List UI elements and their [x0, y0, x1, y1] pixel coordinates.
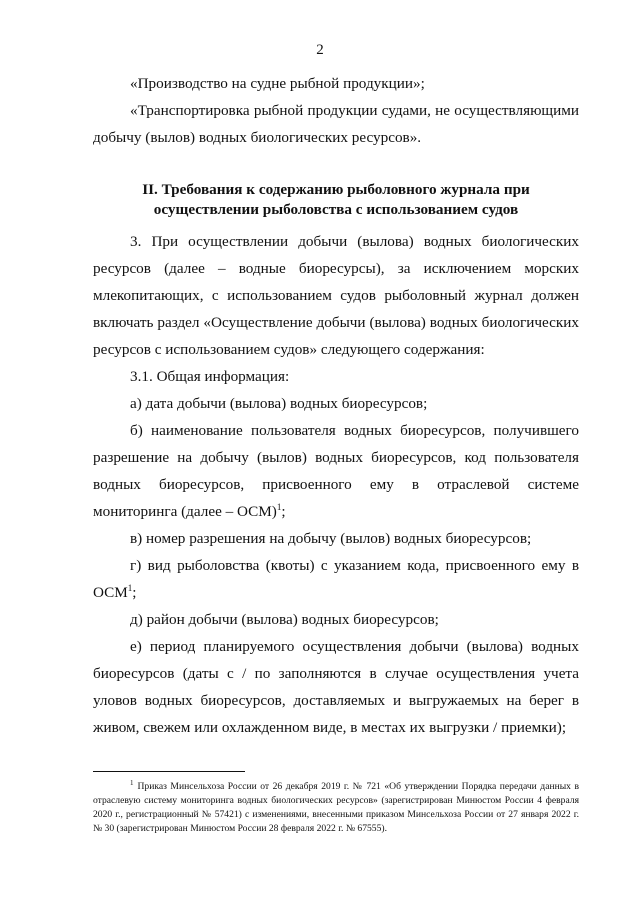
paragraph-3-1: 3.1. Общая информация: — [130, 368, 290, 385]
footnote-mark: 1 — [130, 778, 134, 787]
item-g-footnote-mark: 1 — [127, 582, 133, 593]
section-heading — [93, 180, 579, 220]
intro-line-production: «Производство на судне рыбной продукции»; — [130, 75, 425, 92]
footnote — [93, 780, 579, 836]
section-heading-line-1: II. Требования к содержанию рыболовного журнала при — [142, 181, 530, 198]
section-heading-line-2: осуществлении рыболовства с использованием судов — [153, 201, 519, 218]
item-b-end: ; — [281, 503, 286, 520]
item-d: д) район добычи (вылова) водных биоресурсов; — [130, 611, 439, 628]
main-body — [93, 228, 579, 741]
item-e: е) период планируемого осуществления добычи (вылова) водных биоресурсов (даты с / по заполняются в случае осуществления учета уловов водных биоресурсов, доставляемых и выгружаемых на берег в живом, свежем или охлажденном виде, в местах их выгрузки / приемки); — [93, 638, 579, 736]
paragraph-3: 3. При осуществлении добычи (вылова) водных биологических ресурсов (далее – водные биоресурсы), за исключением морских млекопитающих, с использованием судов рыболовный журнал должен включать раздел «Осуществление добычи (вылова) водных биологических ресурсов с использованием судов» следующего содержания: — [93, 233, 579, 358]
footnote-text: Приказ Минсельхоза России от 26 декабря 2019 г. № 721 «Об утверждении Порядка передачи данных в отраслевую систему мониторинга водных биологических ресурсов» (зарегистрирован Минюстом России 4 февраля 2020 г., регистрационный № 57421) с изменениями, внесенными приказом Минсельхоза России от 27 января 2022 г. № 30 (зарегистрирован Минюстом России 28 февраля 2022 г. № 67555). — [93, 781, 579, 834]
item-b — [93, 417, 579, 525]
item-b-text: б) наименование пользователя водных биоресурсов, получившего разрешение на добычу (вылов) водных биоресурсов, код пользователя водных биоресурсов, присвоенного ему в отраслевой системе мониторинга (далее – ОСМ) — [93, 422, 579, 520]
item-b-footnote-mark: 1 — [276, 501, 282, 512]
item-v: в) номер разрешения на добычу (вылов) водных биоресурсов; — [130, 530, 532, 547]
item-g-text: г) вид рыболовства (квоты) с указанием кода, присвоенного ему в ОСМ — [93, 557, 579, 601]
item-g — [93, 552, 579, 606]
item-g-end: ; — [132, 584, 137, 601]
item-a: а) дата добычи (вылова) водных биоресурсов; — [130, 395, 428, 412]
footnote-divider — [93, 771, 245, 772]
page-number: 2 — [316, 42, 324, 58]
intro-line-transport: «Транспортировка рыбной продукции судами, не осуществляющими добычу (вылов) водных биологических ресурсов». — [93, 102, 579, 146]
intro-block — [93, 70, 579, 151]
